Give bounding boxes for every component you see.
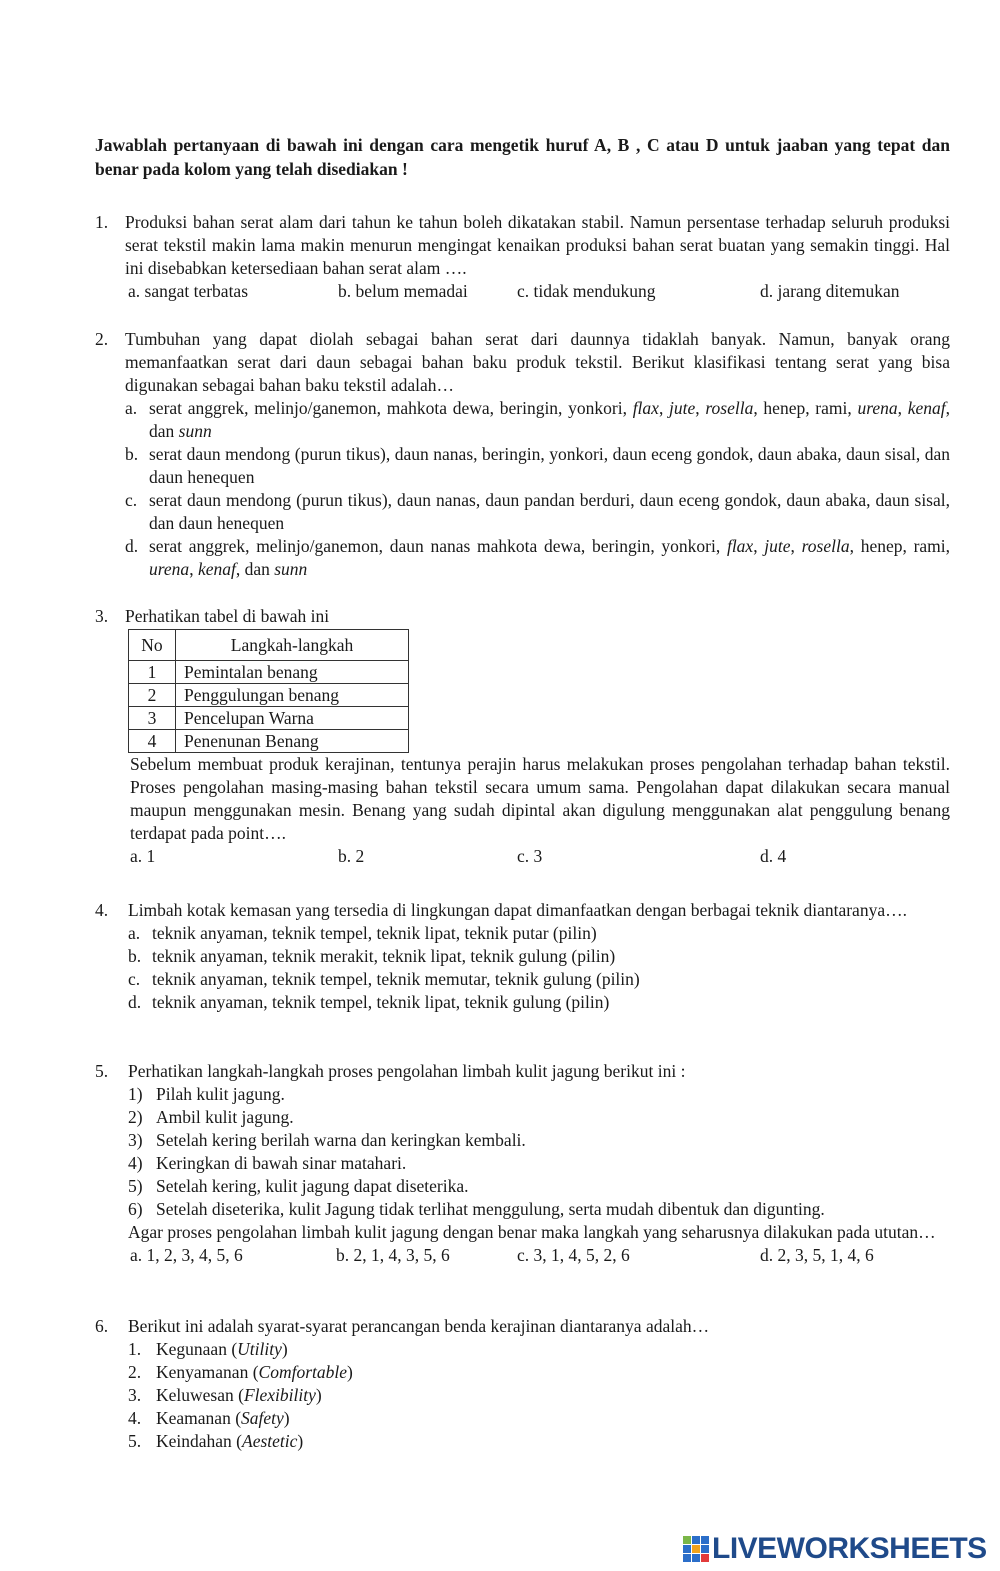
question-text: Tumbuhan yang dapat diolah sebagai bahan serat dari daunnya tidaklah banyak. Namun, banyak orang memanfaatkan serat dari daun sebagai bahan baku produk tekstil. Berikut klasifikasi tentang serat yang bisa digunakan sebagai bahan baku tekstil adalah… — [125, 329, 950, 395]
table-cell-step: Pemintalan benang — [176, 661, 409, 684]
option-label: b. — [128, 946, 142, 966]
option-b[interactable] — [125, 443, 950, 489]
option-a[interactable] — [128, 922, 950, 945]
step-label: 3) — [128, 1130, 143, 1150]
item-close: ) — [283, 1408, 290, 1428]
step-label: 1) — [128, 1084, 143, 1104]
item-close: ) — [347, 1362, 353, 1382]
option-label: a. — [125, 398, 138, 418]
option-d[interactable]: d. jarang ditemukan — [760, 281, 900, 301]
item-term: Safety — [241, 1408, 284, 1428]
separator: , — [189, 559, 198, 579]
option-c[interactable]: c. 3, 1, 4, 5, 2, 6 — [517, 1245, 630, 1265]
option-d[interactable] — [125, 535, 950, 581]
question-prompt: Agar proses pengolahan limbah kulit jagung dengan benar maka langkah yang seharusnya dilakukan pada ututan… — [128, 1222, 936, 1242]
question-text: Berikut ini adalah syarat-syarat perancangan benda kerajinan diantaranya adalah… — [128, 1316, 710, 1336]
question-number: 4. — [95, 900, 109, 920]
item-name: Keluwesan ( — [156, 1385, 244, 1405]
step-item — [128, 1175, 950, 1198]
step-item — [128, 1129, 950, 1152]
option-label: b. — [125, 444, 139, 464]
steps-table — [128, 629, 409, 753]
option-label: c. — [128, 969, 141, 989]
term-rosella: rosella — [705, 398, 754, 418]
question-text: Limbah kotak kemasan yang tersedia di lingkungan dapat dimanfaatkan dengan berbagai teknik diantaranya…. — [128, 900, 907, 920]
option-d[interactable] — [128, 991, 950, 1014]
step-text: Setelah diseterika, kulit Jagung tidak terlihat menggulung, serta mudah dibentuk dan digunting. — [156, 1199, 825, 1219]
option-text: serat daun mendong (purun tikus), daun nanas, daun pandan berduri, daun eceng gondok, daun abaka, daun sisal, dan daun henequen — [149, 490, 950, 533]
step-label: 4) — [128, 1153, 143, 1173]
option-text: serat anggrek, melinjo/ganemon, mahkota dewa, beringin, yonkori, — [149, 398, 633, 418]
table-intro: Perhatikan tabel di bawah ini — [125, 606, 330, 626]
question-text: Produksi bahan serat alam dari tahun ke tahun boleh dikatakan stabil. Namun persentase terhadap seluruh produksi serat tekstil makin lama makin menurun mengingat kenaikan produksi bahan serat buatan yang semakin tinggi. Hal ini disebabkan ketersediaan bahan serat alam …. — [125, 212, 950, 278]
option-b[interactable]: b. 2, 1, 4, 3, 5, 6 — [336, 1245, 450, 1265]
item-close: ) — [297, 1431, 304, 1451]
table-cell-no: 3 — [129, 707, 176, 730]
option-b[interactable]: b. 2 — [338, 846, 365, 866]
item-close: ) — [315, 1385, 322, 1405]
option-d[interactable]: d. 4 — [760, 846, 787, 866]
step-text: Setelah kering berilah warna dan keringkan kembali. — [156, 1130, 526, 1150]
option-c[interactable]: c. tidak mendukung — [517, 281, 656, 301]
term-rosella: rosella — [801, 536, 850, 556]
liveworksheets-logo[interactable] — [683, 1534, 987, 1564]
step-item — [128, 1083, 950, 1106]
option-label: d. — [128, 992, 142, 1012]
term-flax: flax — [632, 398, 659, 418]
step-label: 2) — [128, 1107, 143, 1127]
separator: , — [790, 536, 802, 556]
option-text: serat daun mendong (purun tikus), daun nanas, beringin, yonkori, daun eceng gondok, daun abaka, daun sisal, dan daun henequen — [149, 444, 950, 487]
step-text: Keringkan di bawah sinar matahari. — [156, 1153, 407, 1173]
item-label: 5. — [128, 1431, 142, 1451]
item-label: 3. — [128, 1385, 142, 1405]
step-item — [128, 1106, 950, 1129]
item-label: 1. — [128, 1339, 142, 1359]
option-label: c. — [125, 490, 138, 510]
step-item — [128, 1198, 950, 1221]
item-term: Aestetic — [242, 1431, 298, 1451]
table-header-row — [129, 630, 409, 661]
item-name: Kenyamanan ( — [156, 1362, 259, 1382]
step-text: Setelah kering, kulit jagung dapat diseterika. — [156, 1176, 469, 1196]
option-c[interactable] — [128, 968, 950, 991]
requirement-item — [128, 1384, 950, 1407]
step-label: 6) — [128, 1199, 143, 1219]
step-item — [128, 1152, 950, 1175]
option-text: , dan — [149, 398, 951, 441]
step-label: 5) — [128, 1176, 143, 1196]
question-number: 1. — [95, 212, 109, 232]
instruction-text: Jawablah pertanyaan di bawah ini dengan cara mengetik huruf A, B , C atau D untuk jaaban yang tepat dan benar pada kolom yang telah disediakan ! — [95, 135, 950, 179]
question-2 — [95, 328, 950, 581]
question-number: 6. — [95, 1316, 109, 1336]
term-urena: urena — [857, 398, 898, 418]
option-a[interactable]: a. 1 — [130, 846, 156, 866]
question-number: 5. — [95, 1061, 109, 1081]
term-jute: jute — [669, 398, 696, 418]
option-a[interactable] — [125, 397, 950, 443]
table-header-no: No — [129, 630, 176, 661]
question-6 — [95, 1315, 950, 1453]
logo-grid-icon — [683, 1536, 709, 1562]
option-text: serat anggrek, melinjo/ganemon, daun nanas mahkota dewa, beringin, yonkori, — [149, 536, 727, 556]
term-kenaf: kenaf — [907, 398, 946, 418]
option-label: a. — [128, 923, 141, 943]
question-text: Perhatikan langkah-langkah proses pengolahan limbah kulit jagung berikut ini : — [128, 1061, 686, 1081]
separator: , — [695, 398, 706, 418]
term-urena: urena — [149, 559, 190, 579]
separator: , — [658, 398, 670, 418]
table-cell-step: Penggulungan benang — [176, 684, 409, 707]
item-label: 2. — [128, 1362, 142, 1382]
option-b[interactable]: b. belum memadai — [338, 281, 468, 301]
step-text: Pilah kulit jagung. — [156, 1084, 285, 1104]
item-term: Utility — [237, 1339, 282, 1359]
table-cell-no: 2 — [129, 684, 176, 707]
item-term: Comfortable — [258, 1362, 348, 1382]
question-5 — [95, 1060, 950, 1267]
term-sunn: sunn — [274, 559, 308, 579]
table-row — [129, 684, 409, 707]
option-c[interactable] — [125, 489, 950, 535]
requirement-item — [128, 1338, 950, 1361]
question-3 — [95, 605, 950, 868]
separator: , — [753, 536, 765, 556]
term-kenaf: kenaf — [197, 559, 236, 579]
table-cell-no: 4 — [129, 730, 176, 753]
table-header-steps: Langkah-langkah — [176, 630, 409, 661]
step-text: Ambil kulit jagung. — [156, 1107, 294, 1127]
requirement-item — [128, 1361, 950, 1384]
option-a[interactable]: a. sangat terbatas — [128, 281, 249, 301]
option-text: , dan — [235, 559, 275, 579]
option-text: teknik anyaman, teknik tempel, teknik lipat, teknik putar (pilin) — [152, 923, 597, 943]
table-row — [129, 707, 409, 730]
requirement-item — [128, 1430, 950, 1453]
table-row — [129, 730, 409, 753]
term-sunn: sunn — [178, 421, 212, 441]
option-text: , henep, rami, — [849, 536, 951, 556]
option-label: d. — [125, 536, 139, 556]
separator: , — [897, 398, 908, 418]
item-name: Keindahan ( — [156, 1431, 243, 1451]
option-text: teknik anyaman, teknik tempel, teknik lipat, teknik gulung (pilin) — [152, 992, 610, 1012]
term-jute: jute — [764, 536, 791, 556]
requirement-item — [128, 1407, 950, 1430]
term-flax: flax — [726, 536, 754, 556]
table-cell-no: 1 — [129, 661, 176, 684]
table-cell-step: Pencelupan Warna — [176, 707, 409, 730]
item-name: Kegunaan ( — [156, 1339, 238, 1359]
question-text: Sebelum membuat produk kerajinan, tentunya perajin harus melakukan proses pengolahan terhadap bahan tekstil. Proses pengolahan masing-masing bahan tekstil secara umum sama. Pengolahan dapat dilakukan secara manual maupun menggunakan mesin. Benang yang sudah dipintal akan digulung menggunakan alat penggulung benang terdapat pada point…. — [130, 754, 950, 843]
option-text: , henep, rami, — [753, 398, 858, 418]
item-close: ) — [281, 1339, 288, 1359]
option-text: teknik anyaman, teknik tempel, teknik memutar, teknik gulung (pilin) — [152, 969, 640, 989]
question-number: 2. — [95, 329, 109, 349]
option-a[interactable]: a. 1, 2, 3, 4, 5, 6 — [130, 1245, 243, 1265]
item-term: Flexibility — [243, 1385, 316, 1405]
item-name: Keamanan ( — [156, 1408, 242, 1428]
option-d[interactable]: d. 2, 3, 5, 1, 4, 6 — [760, 1245, 874, 1265]
question-number: 3. — [95, 606, 109, 626]
question-4 — [95, 899, 950, 1014]
table-row — [129, 661, 409, 684]
option-b[interactable] — [128, 945, 950, 968]
logo-text: LIVEWORKSHEETS — [712, 1532, 987, 1565]
item-label: 4. — [128, 1408, 142, 1428]
option-c[interactable]: c. 3 — [517, 846, 543, 866]
question-1 — [95, 211, 950, 303]
table-cell-step: Penenunan Benang — [176, 730, 409, 753]
option-text: teknik anyaman, teknik merakit, teknik lipat, teknik gulung (pilin) — [152, 946, 616, 966]
